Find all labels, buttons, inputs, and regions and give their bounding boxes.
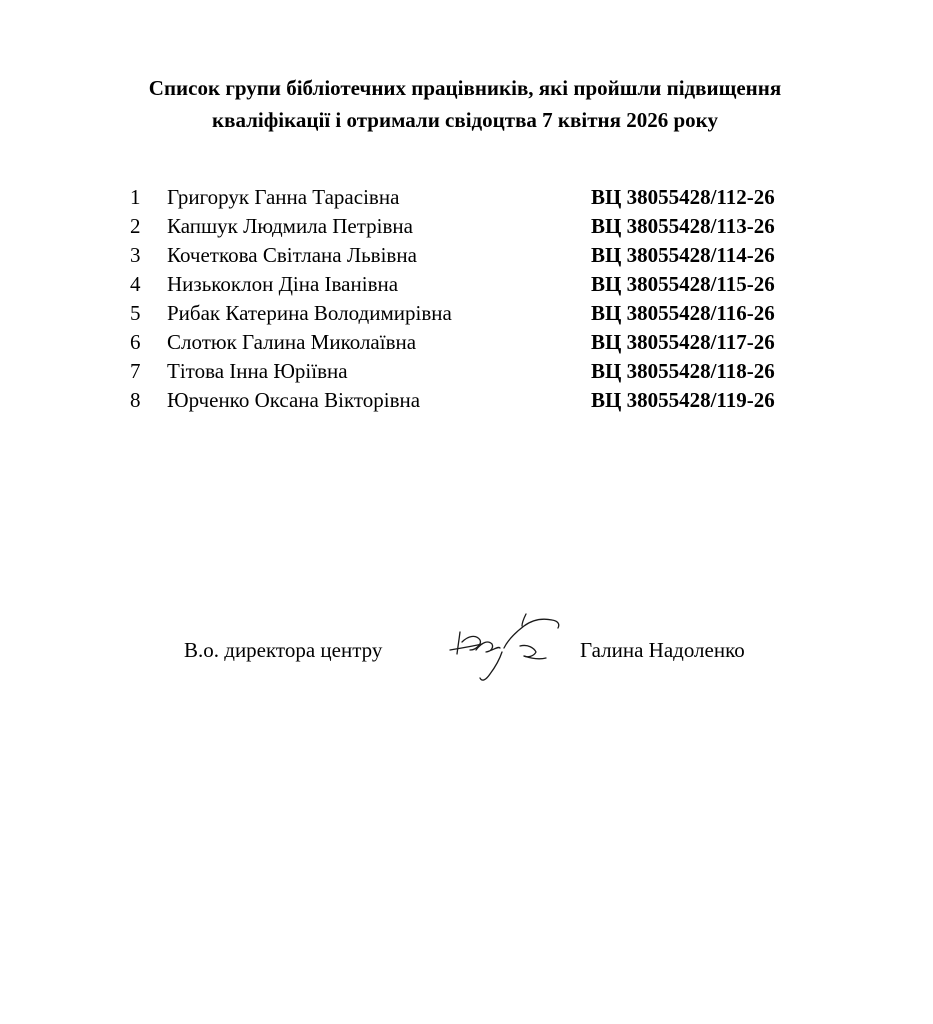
certificate-number: ВЦ 38055428/118-26 xyxy=(591,359,775,383)
list-item xyxy=(0,270,933,299)
participant-name: Капшук Людмила Петрівна xyxy=(167,214,413,238)
certificate-number: ВЦ 38055428/112-26 xyxy=(591,185,775,209)
item-number: 4 xyxy=(130,272,141,296)
title-line-1: Список групи бібліотечних працівників, які пройшли підвищення xyxy=(148,76,782,100)
list-item xyxy=(0,299,933,328)
signer-name: Галина Надоленко xyxy=(580,638,745,662)
item-number: 5 xyxy=(130,301,141,325)
item-number: 3 xyxy=(130,243,141,267)
participant-name: Низькоклон Діна Іванівна xyxy=(167,272,399,296)
item-number: 7 xyxy=(130,359,141,383)
signature-block xyxy=(0,636,933,676)
certificate-number: ВЦ 38055428/116-26 xyxy=(591,301,775,325)
title-line-2: кваліфікації і отримали свідоцтва 7 квітня 2026 року xyxy=(212,108,718,132)
list-item xyxy=(0,357,933,386)
participant-name: Кочеткова Світлана Львівна xyxy=(167,243,417,267)
item-number: 6 xyxy=(130,330,141,354)
list-item xyxy=(0,328,933,357)
item-number: 8 xyxy=(130,388,141,412)
certificate-number: ВЦ 38055428/115-26 xyxy=(591,272,775,296)
item-number: 2 xyxy=(130,214,141,238)
participant-name: Юрченко Оксана Вікторівна xyxy=(167,388,421,412)
list-item xyxy=(0,212,933,241)
certificate-number: ВЦ 38055428/119-26 xyxy=(591,388,775,412)
participant-name: Слотюк Галина Миколаївна xyxy=(167,330,417,354)
document-title xyxy=(80,72,850,136)
list-item xyxy=(0,386,933,415)
signer-position: В.о. директора центру xyxy=(184,638,383,662)
participant-name: Тітова Інна Юріївна xyxy=(167,359,348,383)
certificate-number: ВЦ 38055428/117-26 xyxy=(591,330,775,354)
certificate-number: ВЦ 38055428/114-26 xyxy=(591,243,775,267)
participant-list xyxy=(0,183,933,415)
list-item xyxy=(0,183,933,212)
item-number: 1 xyxy=(130,185,141,209)
certificate-number: ВЦ 38055428/113-26 xyxy=(591,214,775,238)
participant-name: Григорук Ганна Тарасівна xyxy=(167,185,400,209)
participant-name: Рибак Катерина Володимирівна xyxy=(167,301,452,325)
signature-icon xyxy=(442,606,567,686)
list-item xyxy=(0,241,933,270)
